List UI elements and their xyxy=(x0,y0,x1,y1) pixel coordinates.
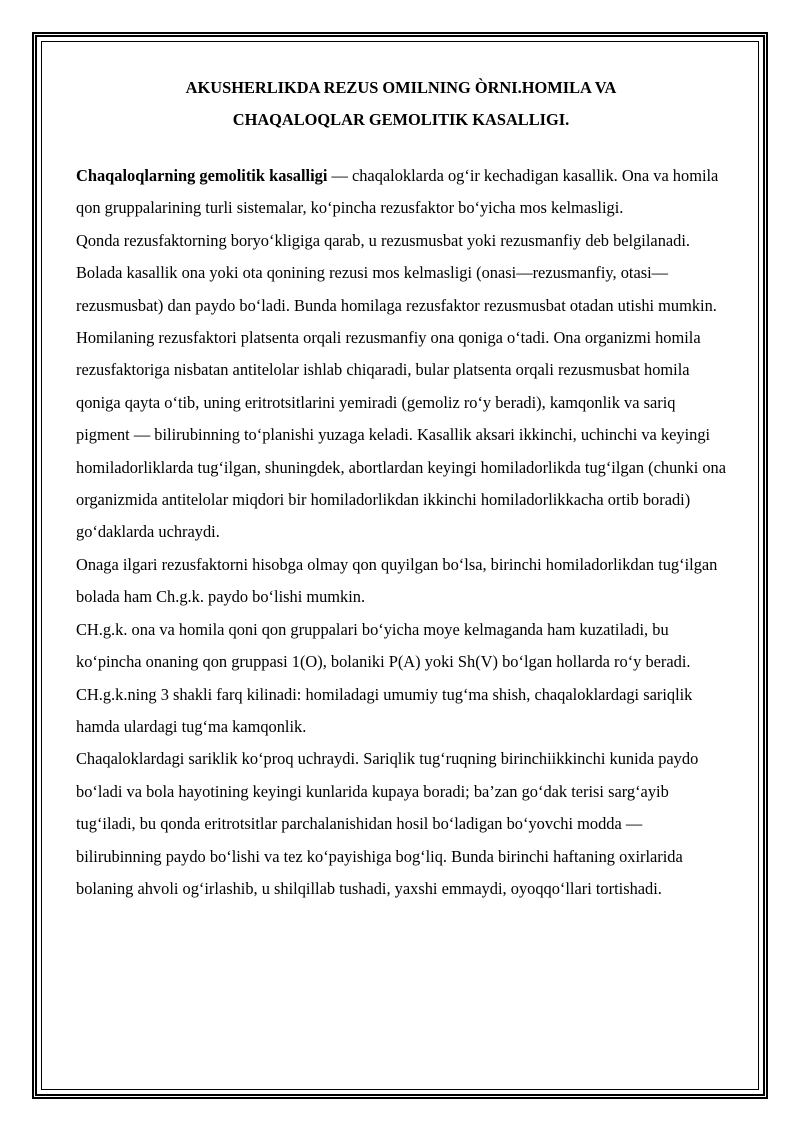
title-line-2: CHAQALOQLAR GEMOLITIK KASALLIGI. xyxy=(232,110,570,129)
paragraph-blood-groups: CH.g.k. ona va homila qoni qon gruppalari bo‘yicha moye kelmaganda ham kuzatiladi, bu ko‘pincha onaning qon gruppasi 1(O), bolaniki P(A) yoki Sh(V) bo‘lgan hollarda ro‘y beradi. xyxy=(76,619,691,672)
paragraph-jaundice: Chaqaloklardagi sariklik ko‘proq uchraydi. Sariqlik tug‘ruqning birinchiikkinchi kunida paydo bo‘ladi va bola hayotining keyingi kunlarida kupaya boradi; ba’zan go‘dak terisi sarg‘ayib tug‘iladi, bu qonda eritrotsitlar parchalanishidan hosil bo‘ladigan bo‘yovchi modda — bilirubinning paydo bo‘lishi va tez ko‘payishiga bog‘liq. Bunda birinchi haftaning oxirlarida bolaning ahvoli og‘irlashib, u shilqillab tushadi, yaxshi emmaydi, oyoqqo‘llari tortishadi. xyxy=(76,749,699,898)
intro-term: Chaqaloqlarning gemolitik kasalligi xyxy=(76,166,328,185)
document-title xyxy=(76,72,726,136)
paragraph-transfusion: Onaga ilgari rezusfaktorni hisobga olmay qon quyilgan bo‘lsa, birinchi homiladorlikdan tug‘ilgan bolada ham Ch.g.k. paydo bo‘lishi mumkin. xyxy=(76,554,718,607)
document-body xyxy=(76,72,726,905)
title-line-1: AKUSHERLIKDA REZUS OMILNING ÒRNI.HOMILA VA xyxy=(185,78,617,97)
paragraph-rhesus: Qonda rezusfaktorning boryo‘kligiga qarab, u rezusmusbat yoki rezusmanfiy deb belgilanadi. Bolada kasallik ona yoki ota qonining rezusi mos kelmasligi (onasi—rezusmanfiy, otasi—rezusmusbat) dan paydo bo‘ladi. Bunda homilaga rezusfaktor rezusmusbat otadan utishi mumkin. Homilaning rezusfaktori platsenta orqali rezusmanfiy ona qoniga o‘tadi. Ona organizmi homila rezusfaktoriga nisbatan antitelolar ishlab chiqaradi, bular platsenta orqali rezusmusbat homila qoniga qayta o‘tib, uning eritrotsitlarini yemiradi (gemoliz ro‘y beradi), kamqonlik va sariq pigment — bilirubinning to‘planishi yuzaga keladi. Kasallik aksari ikkinchi, uchinchi va keyingi homiladorliklarda tug‘ilgan, shuningdek, abortlardan keyingi homiladorlikda tug‘ilgan (chunki ona organizmida antitelolar miqdori bir homiladorlikdan ikkinchi homiladorlikkacha ortib boradi) go‘daklarda uchraydi. xyxy=(76,230,727,542)
paragraph-forms: CH.g.k.ning 3 shakli farq kilinadi: homiladagi umumiy tug‘ma shish, chaqaloklardagi sariqlik hamda ulardagi tug‘ma kamqonlik. xyxy=(76,684,693,736)
intro-paragraph xyxy=(76,160,726,225)
intro-text: — chaqaloklarda og‘ir kechadigan kasallik. Ona va homila qon gruppalarining turli sistemalar, ko‘pincha rezusfaktor bo‘yicha mos kelmasligi. xyxy=(76,166,719,218)
